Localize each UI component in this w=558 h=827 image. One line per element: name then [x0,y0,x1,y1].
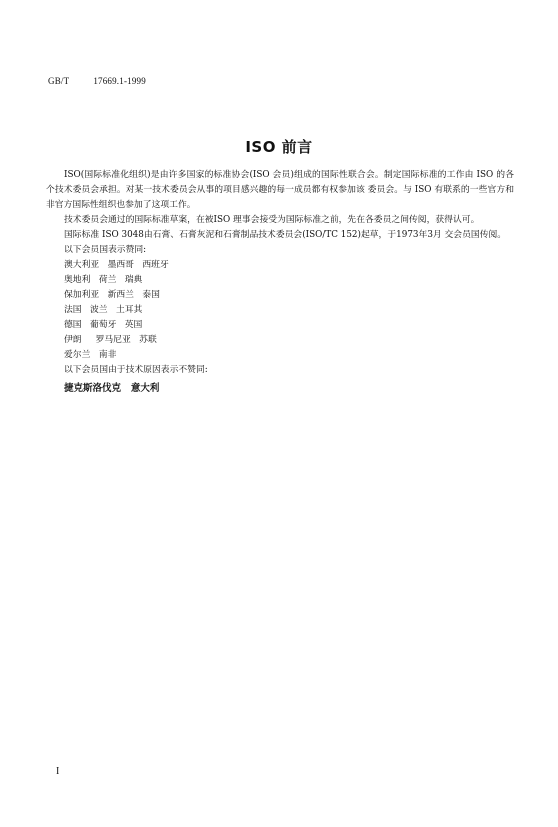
approve-list-row: 法国 波兰 土耳其 [64,305,143,315]
approve-list-row: 奥地利 荷兰 瑞典 [64,275,143,285]
approve-list-row: 澳大利亚 墨西哥 西班牙 [64,260,169,270]
paragraph-iso-intro: ISO(国际标准化组织)是由许多国家的标准协会(ISO 会员)组成的国际性联合会。制定国际标准的工作由 ISO 的各个技术委员会承担。对某一技术委员会从事的项目感兴趣的每一成员都有权参加该 委员会。与 ISO 有联系的一些官方和非官方国际性组织也参加了这项工作。 [46,170,514,210]
approve-list-row: 德国 葡萄牙 英国 [64,320,143,330]
approve-list-row: 爱尔兰 南非 [64,350,117,360]
approve-list-row: 保加利亚 新西兰 泰国 [64,290,160,300]
page-header [48,76,146,86]
page-number: I [56,766,60,777]
approve-intro: 以下会员国表示赞同: [64,245,147,255]
standard-number: 17669.1-1999 [93,76,146,86]
paragraph-draft-approval: 技术委员会通过的国际标准草案，在被ISO 理事会接受为国际标准之前，先在各委员之间传阅，获得认可。 [64,215,480,225]
page-title: ISO 前言 [245,138,313,156]
approve-list-row: 伊朗 罗马尼亚 苏联 [64,335,157,345]
disapprove-intro: 以下会员国由于技术原因表示不赞同: [64,365,208,375]
paragraph-iso-3048: 国际标准 ISO 3048由石膏、石膏灰泥和石膏制品技术委员会(ISO/TC 152)起草，于1973年3月 交会员国传阅。 [64,230,507,240]
disapprove-list-row: 捷克斯洛伐克 意大利 [64,383,160,394]
document-body [46,168,514,396]
standard-code: GB/T [48,76,70,86]
